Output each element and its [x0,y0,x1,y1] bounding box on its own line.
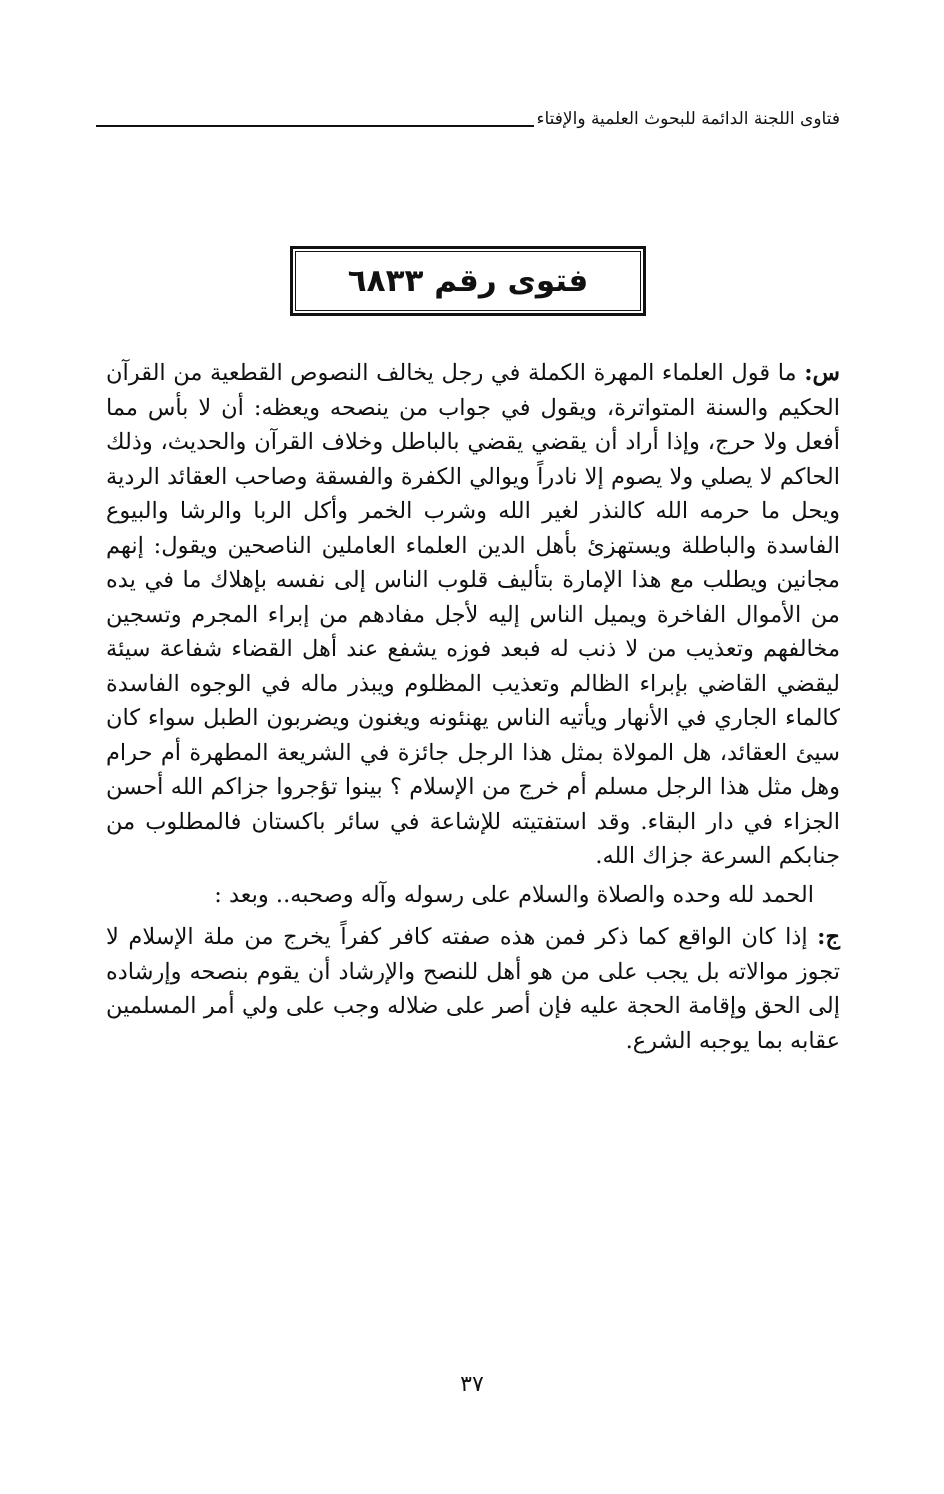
running-title: فتاوى اللجنة الدائمة للبحوث العلمية والإفتاء [536,109,840,129]
header-rule [96,125,534,127]
fatwa-title-inner-frame [295,251,641,311]
praise-line: الحمد لله وحده والصلاة والسلام على رسوله وآله وصحبه.. وبعد : [214,881,814,908]
page-number: ٣٧ [460,1372,484,1397]
running-header [96,104,840,130]
answer-text: إذا كان الواقع كما ذكر فمن هذه صفته كافر كفراً يخرج من ملة الإسلام لا تجوز موالاته بل يجب على من هو أهل للنصح والإرشاد أن يقوم بنصحه وإرشاده إلى الحق وإقامة الحجة عليه فإن أصر على ضلاله وجب على ولي أمر المسلمين عقابه بما يوجبه الشرع. [106,924,841,1054]
fatwa-body [106,356,840,1058]
question-text: ما قول العلماء المهرة الكملة في رجل يخالف النصوص القطعية من القرآن الحكيم والسنة المتواترة، ويقول في جواب من ينصحه ويعظه: أن لا بأس مما أفعل ولا حرج، وإذا أراد أن يقضي يقضي بالباطل وخلاف القرآن والحديث، وذلك الحاكم لا يصلي ولا يصوم إلا نادراً ويوالي الكفرة والفسقة وصاحب العقائد الردية ويحل ما حرمه الله كالنذر لغير الله وشرب الخمر وأكل الربا والرشا والبيوع الفاسدة والباطلة ويستهزئ بأهل الدين العلماء العاملين الناصحين ويقول: إنهم مجانين ويطلب مع هذا الإمارة بتأليف قلوب الناس إلى نفسه بإهلاك ما في يده من الأموال الفاخرة ويميل الناس إليه لأجل مفادهم من إبراء المجرم وتسجين مخالفهم وتعذيب من لا ذنب له فبعد فوزه يشفع عند أهل القضاء شفاعة سيئة ليقضي القاضي بإبراء الظالم وتعذيب المظلوم ويبذر ماله في الوجوه الفاسدة كالماء الجاري في الأنهار ويأتيه الناس يهنئونه ويغنون ويضربون الطبل سواء كان سيئ العقائد، هل المولاة بمثل هذا الرجل جائزة في الشريعة المطهرة أم حرام وهل مثل هذا الرجل مسلم أم خرج من الإسلام ؟ بينوا تؤجروا جزاكم الله أحسن الجزاء في دار البقاء. وقد استفتيته للإشاعة في سائر باكستان فالمطلوب من جنابكم السرعة جزاك الله. [106,360,840,869]
fatwa-title-box [290,246,646,316]
question-marker: س: [804,360,840,386]
fatwa-title: فتوى رقم ٦٨٣٣ [347,263,589,299]
answer-marker: ج: [817,924,840,950]
answer-paragraph [106,920,840,1058]
question-paragraph [106,356,840,874]
